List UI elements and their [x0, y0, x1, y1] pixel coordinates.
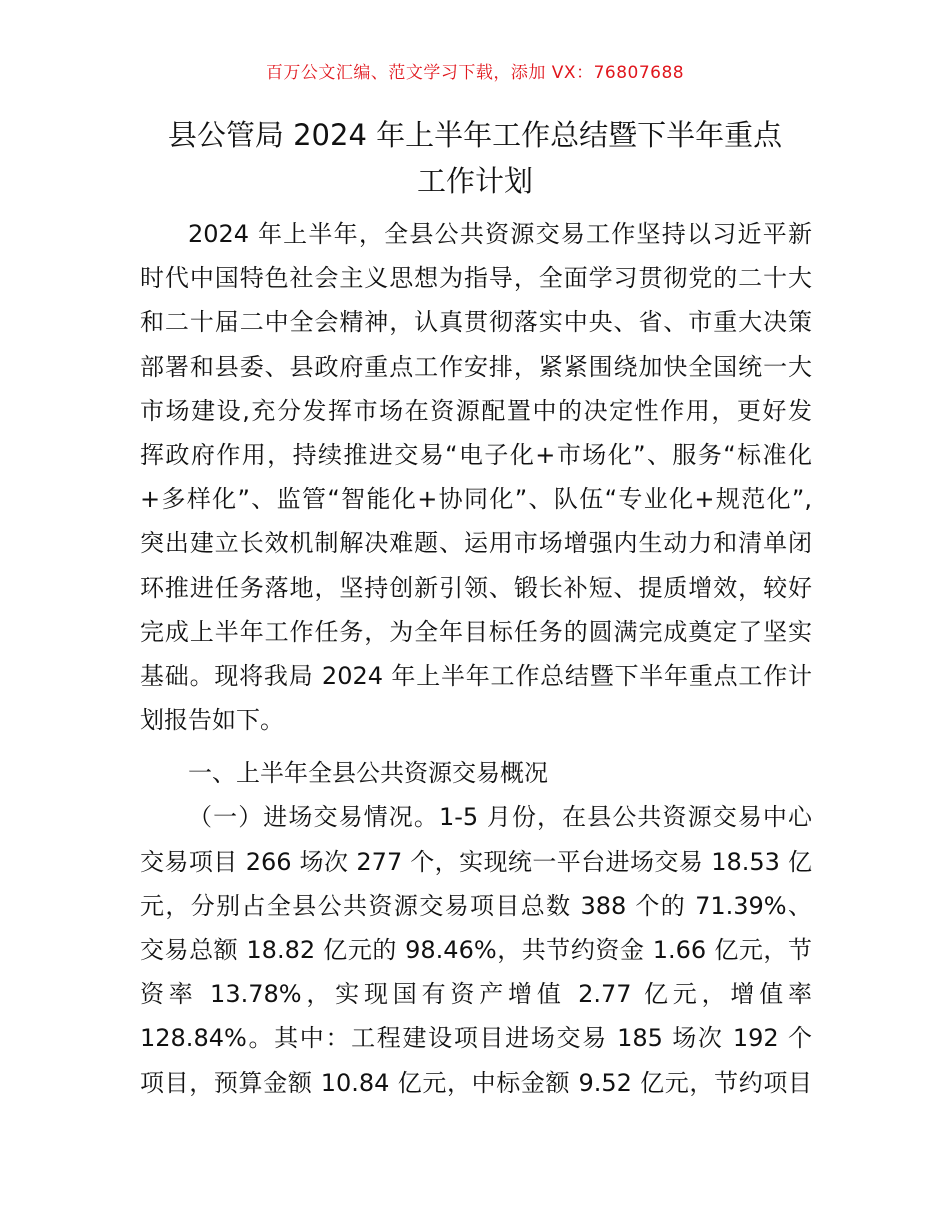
- paragraph-line: 128.84%。其中：工程建设项目进场交易 185 场次 192 个: [140, 1024, 812, 1053]
- paragraph-line: 项目，预算金额 10.84 亿元，中标金额 9.52 亿元，节约项目: [140, 1068, 812, 1097]
- title-line-2: 工作计划: [416, 164, 533, 198]
- paragraph-line: 划报告如下。: [140, 706, 284, 735]
- paragraph-line: 交易总额 18.82 亿元的 98.46%，共节约资金 1.66 亿元，节: [140, 936, 812, 964]
- intro-paragraph: [140, 212, 812, 742]
- transaction-paragraph: [140, 795, 812, 1104]
- paragraph-line: 挥政府作用，持续推进交易“电子化+市场化”、服务“标准化: [140, 440, 812, 469]
- paragraph-line: 部署和县委、县政府重点工作安排，紧紧围绕加快全国统一大: [140, 352, 812, 381]
- paragraph-line: +多样化”、监管“智能化+协同化”、队伍“专业化+规范化”,: [140, 485, 812, 514]
- section-1: [140, 751, 812, 795]
- paragraph-line: 和二十届二中全会精神，认真贯彻落实中央、省、市重大决策: [140, 308, 812, 337]
- title-line-1: 县公管局 2024 年上半年工作总结暨下半年重点: [167, 118, 783, 152]
- watermark-header: 百万公文汇编、范文学习下载，添加 VX：76807688: [265, 63, 685, 83]
- paragraph-line: 环推进任务落地，坚持创新引领、锻长补短、提质增效，较好: [140, 573, 812, 602]
- document-title: [140, 112, 810, 204]
- paragraph-line: 资率 13.78%，实现国有资产增值 2.77 亿元，增值率: [140, 980, 812, 1009]
- paragraph-line: 2024 年上半年，全县公共资源交易工作坚持以习近平新: [188, 220, 812, 248]
- paragraph-line: 时代中国特色社会主义思想为指导，全面学习贯彻党的二十大: [140, 264, 812, 293]
- paragraph-line: （一）进场交易情况。1-5 月份，在县公共资源交易中心: [188, 803, 812, 832]
- paragraph-line: 突出建立长效机制解决难题、运用市场增强内生动力和清单闭: [140, 529, 812, 558]
- paragraph-line: 交易项目 266 场次 277 个，实现统一平台进场交易 18.53 亿: [140, 847, 812, 876]
- paragraph-line: 完成上半年工作任务，为全年目标任务的圆满完成奠定了坚实: [140, 617, 812, 646]
- section-heading: 一、上半年全县公共资源交易概况: [188, 759, 548, 788]
- paragraph-line: 市场建设,充分发挥市场在资源配置中的决定性作用，更好发: [140, 396, 812, 425]
- paragraph-line: 基础。现将我局 2024 年上半年工作总结暨下半年重点工作计: [140, 661, 812, 690]
- document-body: [140, 212, 812, 1105]
- paragraph-line: 元，分别占全县公共资源交易项目总数 388 个的 71.39%、: [140, 891, 812, 920]
